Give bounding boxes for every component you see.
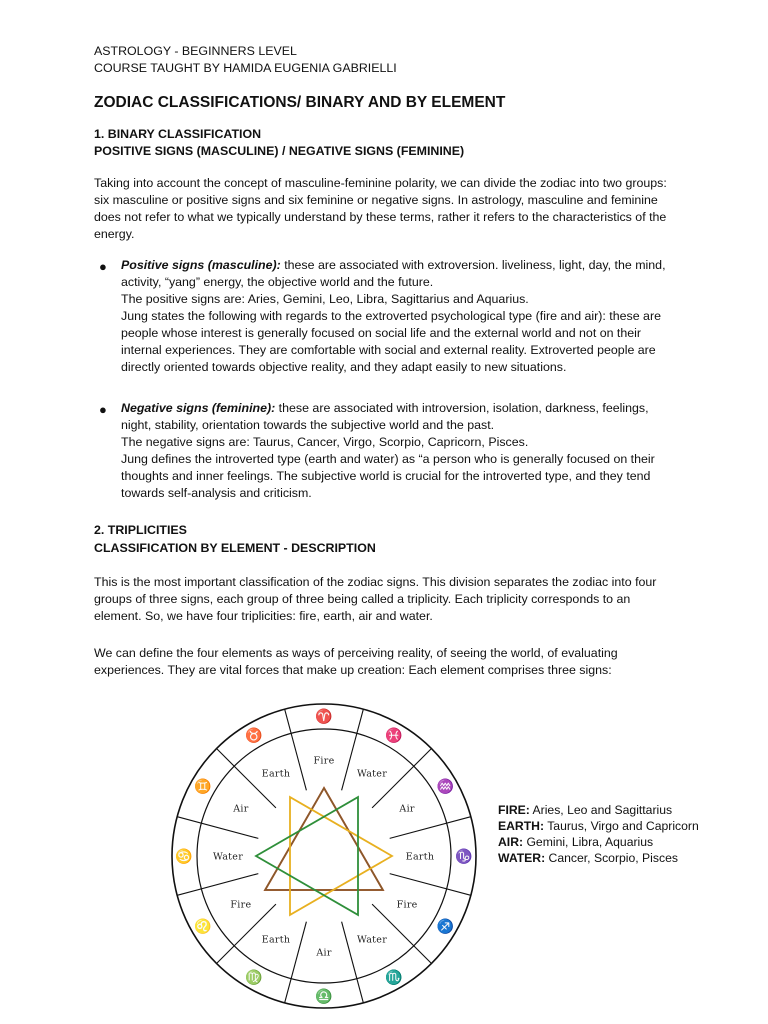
section2-heading: 2. TRIPLICITIES: [94, 523, 187, 537]
wheel-spoke: [177, 874, 258, 896]
legend-air: [498, 834, 699, 850]
wheel-spoke: [390, 874, 471, 896]
zodiac-glyph-icon: ♐: [436, 919, 454, 935]
zodiac-glyph-icon: ♋: [175, 849, 193, 865]
zodiac-glyph-icon: ♓: [385, 727, 403, 744]
legend-label: EARTH:: [498, 819, 545, 833]
course-level: ASTROLOGY - BEGINNERS LEVEL: [94, 44, 297, 58]
zodiac-glyph-icon: ♉: [245, 727, 263, 744]
element-label-water: Water: [356, 934, 388, 946]
positive-signs-desc: [121, 257, 669, 291]
air-triangle: [290, 797, 392, 915]
element-label-earth: Earth: [261, 768, 291, 780]
section1-heading: 1. BINARY CLASSIFICATION: [94, 127, 262, 141]
wheel-spoke: [177, 817, 258, 839]
zodiac-glyph-icon: ♑: [455, 849, 473, 865]
bullet-icon: ●: [99, 259, 107, 274]
fire-triangle: [265, 788, 383, 890]
element-star: [256, 788, 392, 915]
page-title: ZODIAC CLASSIFICATIONS/ BINARY AND BY ELEMENT: [94, 94, 506, 111]
section1-subheading: POSITIVE SIGNS (MASCULINE) / NEGATIVE SIGNS (FEMININE): [94, 144, 465, 158]
course-teacher: COURSE TAUGHT BY HAMIDA EUGENIA GABRIELLI: [94, 61, 397, 75]
positive-signs-list: The positive signs are: Aries, Gemini, Leo, Libra, Sagittarius and Aquarius.: [121, 292, 529, 306]
element-label-fire: Fire: [230, 899, 252, 911]
legend-label: WATER:: [498, 851, 546, 865]
legend-earth: [498, 818, 699, 834]
zodiac-glyph-icon: ♊: [194, 779, 212, 795]
element-labels: [213, 756, 434, 959]
element-label-water: Water: [356, 768, 388, 780]
legend-signs: Gemini, Libra, Aquarius: [523, 835, 654, 849]
legend-label: FIRE:: [498, 803, 530, 817]
negative-signs-text: these are associated with introversion, isolation, darkness, feelings, night, stability, orientation towards the subjective world and the past.: [121, 401, 649, 432]
legend-label: AIR:: [498, 835, 524, 849]
section2-paragraph-1: This is the most important classification of the zodiac signs. This division separates the zodiac into four groups of three signs, each group of three being called a triplicity. Each triplicity corresponds to an element. So, we have four triplicities: fire, earth, air and water.: [94, 575, 657, 623]
section1-intro: Taking into account the concept of masculine-feminine polarity, we can divide the zodiac into two groups: six masculine or positive signs and six feminine or negative signs. In astrology, masculine and feminine does not refer to what we typically understand by these terms, rather it refers to the characteristics of the energy.: [94, 176, 667, 241]
zodiac-glyph-icon: ♍: [245, 970, 263, 987]
element-label-air: Air: [233, 803, 249, 815]
legend-signs: Taurus, Virgo and Capricorn: [544, 819, 699, 833]
negative-signs-label: Negative signs (feminine):: [121, 401, 276, 415]
legend-water: [498, 850, 699, 866]
element-label-fire: Fire: [396, 899, 418, 911]
bullet-icon: ●: [99, 402, 107, 417]
element-label-water: Water: [212, 851, 244, 863]
zodiac-glyph-icon: ♒: [436, 779, 454, 795]
element-label-fire: Fire: [313, 755, 335, 767]
legend-signs: Cancer, Scorpio, Pisces: [545, 851, 678, 865]
element-label-air: Air: [316, 947, 332, 959]
earth-triangle: [265, 788, 383, 890]
water-triangle: [256, 797, 358, 915]
section2-paragraph-2: We can define the four elements as ways of perceiving reality, of seeing the world, of evaluating experiences. They are vital forces that make up creation: Each element comprises three signs:: [94, 646, 618, 677]
zodiac-glyph-icon: ♎: [315, 989, 333, 1005]
element-label-earth: Earth: [261, 934, 291, 946]
legend-signs: Aries, Leo and Sagittarius: [529, 803, 673, 817]
zodiac-glyph-icon: ♏: [385, 970, 403, 987]
zodiac-glyph-icon: ♌: [194, 919, 212, 935]
negative-signs-desc: [121, 400, 669, 434]
wheel-spoke: [390, 817, 471, 839]
section2-subheading: CLASSIFICATION BY ELEMENT - DESCRIPTION: [94, 541, 376, 555]
element-label-earth: Earth: [405, 851, 435, 863]
element-legend: [498, 802, 699, 866]
negative-signs-jung: Jung defines the introverted type (earth and water) as “a person who is generally focused on their thoughts and inner feelings. The subjective world is crucial for the introverted type, and they tend towards self-analysis and criticism.: [121, 452, 655, 500]
negative-signs-block: [121, 400, 669, 502]
positive-signs-label: Positive signs (masculine):: [121, 258, 281, 272]
negative-signs-list: The negative signs are: Taurus, Cancer, Virgo, Scorpio, Capricorn, Pisces.: [121, 435, 529, 449]
positive-signs-jung: Jung states the following with regards to the extroverted psychological type (fire and air): these are people whose interest is generally focused on social life and the external world and not on their internal experiences. They are comfortable with social and external reality. Extroverted people are directly oriented towards objective reality, and they adapt easily to new situations.: [121, 309, 661, 374]
positive-signs-text: these are associated with extroversion. liveliness, light, day, the mind, activity, “yang” energy, the objective world and the future.: [121, 258, 666, 289]
zodiac-element-wheel: [168, 700, 480, 1012]
element-label-air: Air: [399, 803, 415, 815]
legend-fire: [498, 802, 699, 818]
positive-signs-block: [121, 257, 669, 376]
zodiac-glyph-icon: ♈: [315, 709, 333, 725]
